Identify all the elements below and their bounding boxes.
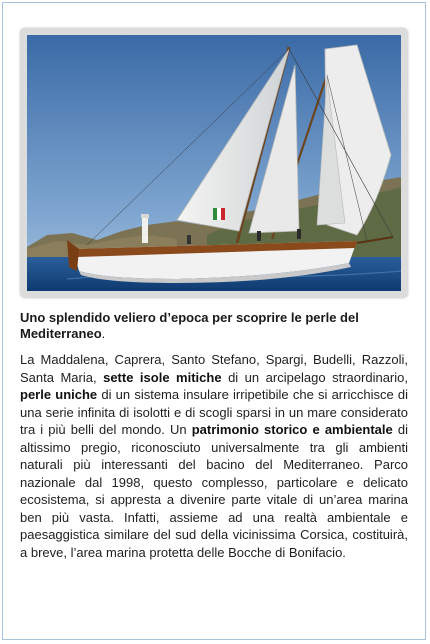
article-text-2: di un arcipelago straordinario,	[221, 369, 408, 385]
article-text-3: di un sistema insulare irripetibile che si arricchisce di una serie infinita di isolotti e di scogli sparsi in un mare considerato tra i più belli del mondo. Un	[20, 387, 409, 437]
photo-caption	[20, 310, 408, 342]
flag	[213, 208, 217, 220]
caption-text: Uno splendido veliero d’epoca per scoprire le perle del Mediterraneo	[20, 310, 359, 341]
sailing-ship-photo	[27, 35, 401, 291]
article-text-1: La Maddalena, Caprera, Santo Stefano, Spargi, Budelli, Razzoli, Santa Maria,	[20, 352, 408, 385]
highlight-patrimonio: patrimonio storico e ambientale	[191, 422, 393, 437]
lighthouse	[142, 217, 148, 243]
article-text-4: di altissimo pregio, riconosciuto universalmente tra gli ambienti naturali più interessanti del bacino del Mediterraneo. Parco nazionale dal 1998, questo complesso, particolare e delicato ecosistema, si appresta a divenire parte vitale di un’area marina ben più vasta. Infatti, assieme ad una realtà ambientale e paesaggistica similare del sud della vicinissima Corsica, costituirà, a breve, l’area marina protetta delle Bocche di Bonifacio.	[20, 422, 408, 560]
photo-frame	[20, 28, 408, 298]
highlight-sette-isole: sette isole mitiche	[103, 369, 222, 385]
highlight-perle-uniche: perle uniche	[20, 387, 98, 402]
article-body	[20, 351, 408, 561]
caption-end: .	[101, 326, 106, 341]
